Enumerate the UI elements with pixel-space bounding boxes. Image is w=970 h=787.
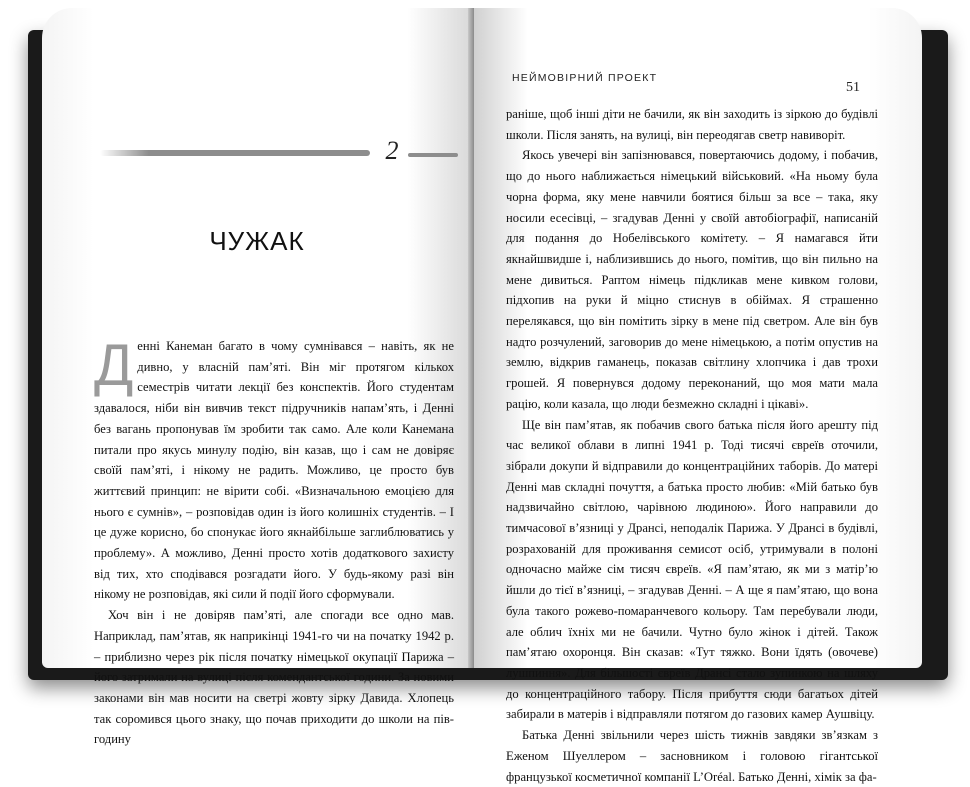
chapter-rule-tail	[408, 153, 458, 157]
paragraph: Якось увечері він запізнювався, повертаючись додому, і побачив, що до нього наближається німецький військовий. «На ньому була чорна форма, яку мене навчили боятися більш за все – така, яку носили есесівці, – згадував Денні у своїй автобіографії, написаній для подання до Нобелівського комітету. – Я намагався йти якнайшвидше і, наблизившись до нього, помітив, що він пильно на мене дивиться. Раптом німець підкликав мене кивком голови, підхопив на руки й міцно стиснув в обіймах. Я страшенно перелякався, що він помітить зірку в мене під светром. Але він був надто розчулений, заговорив до мене німецькою, а потім опустив на землю, відкрив гаманець, показав світлину хлопчика і дав трохи грошей. Я повернувся додому переконаний, що моя мати мала рацію, коли казала, що люди безмежно складні і цікаві».	[506, 148, 878, 411]
paragraph: Батька Денні звільнили через шість тижнів завдяки зв’язкам з Еженом Шуеллером – засновником і головою гігантської французької косметичної компанії L’Oréal. Батько Денні, хімік за фа-	[506, 728, 878, 784]
page-number: 51	[846, 80, 860, 95]
running-head: НЕЙМОВІРНИЙ ПРОЕКТ	[512, 72, 658, 84]
chapter-number: 2	[385, 136, 399, 165]
right-body-text	[506, 104, 878, 787]
chapter-title: ЧУЖАК	[209, 226, 305, 256]
paragraph	[94, 333, 454, 605]
paragraph: Хоч він і не довіряв пам’яті, але спогади все одно мав. Наприклад, пам’ятав, як наприкінці 1941-го чи на початку 1942 р. – приблизно через рік після початку німецької окупації Парижа – його затримали на вулиці після комендантської години. За новими законами він мав носити на светрі жовту зірку Давида. Хлопець так соромився цього знаку, що почав приходити до школи на півгодину	[94, 608, 454, 747]
right-page	[474, 8, 922, 784]
paragraph: раніше, щоб інші діти не бачили, як він заходить із зіркою до будівлі школи. Після занять, на вулиці, він переодягав светр навиворіт.	[506, 107, 878, 142]
drop-cap: Д	[94, 333, 134, 398]
chapter-rule	[100, 150, 370, 156]
paragraph-text: енні Канеман багато в чому сумнівався – навіть, як не дивно, у власній пам’яті. Він міг протягом кількох семестрів читати лекції без конспектів. Його студентам здавалося, ніби він вивчив текст підручників напам’ять, і Денні без вагань пропонував їм зробити так само. Але коли Канемана питали про якусь минулу подію, він казав, що і сам не довіряє своїй пам’яті, і нікому не радить. Можливо, це просто був життєвий принцип: не вірити собі. «Визначальною емоцією для нього є сумнів», – розповідав один із його колишніх студентів. – І це дуже корисно, бо спонукає його якнайбільше заглиблюватись у проблему». А можливо, Денні просто хотів додаткового захисту від тих, хто сподівався розгадати його. У будь-якому разі він нікому не розповідав, які сили й події його сформували.	[94, 339, 454, 602]
left-body-text	[94, 333, 454, 750]
left-page	[42, 8, 472, 747]
paragraph: Ще він пам’ятав, як побачив свого батька після його арешту під час великої облави в липні 1941 р. Тоді тисячі євреїв оточили, зібрали докупи й відправили до концентраційних таборів. До матері Денні мав складні почуття, а батька просто любив: «Мій батько був надзвичайно світлою, чарівною людиною». Його направили до тимчасової в’язниці у Дрансі, неподалік Парижа. У Дрансі в будівлі, розрахованій для проживання семисот осіб, утримували в полоні одночасно майже сім тисяч євреїв. «Я пам’ятаю, як ми з матір’ю йшли до тієї в’язниці, – згадував Денні. – А ще я пам’ятаю, що вона була такого рожево-помаранчевого кольору. Там перебували люди, але облич їхніх ми не бачили. Чутно було жінок і дітей. Також пам’ятаю охоронця. Він сказав: «Тут тяжко. Вони їдять (овочеве) лушпиння». Для більшості євреїв Дрансі стало зупинкою на шляху до концентраційного табору. Після прибуття сюди багатьох дітей забирали в матерів і відправляли потягом до газових камер Аушвіцу.	[506, 417, 878, 722]
